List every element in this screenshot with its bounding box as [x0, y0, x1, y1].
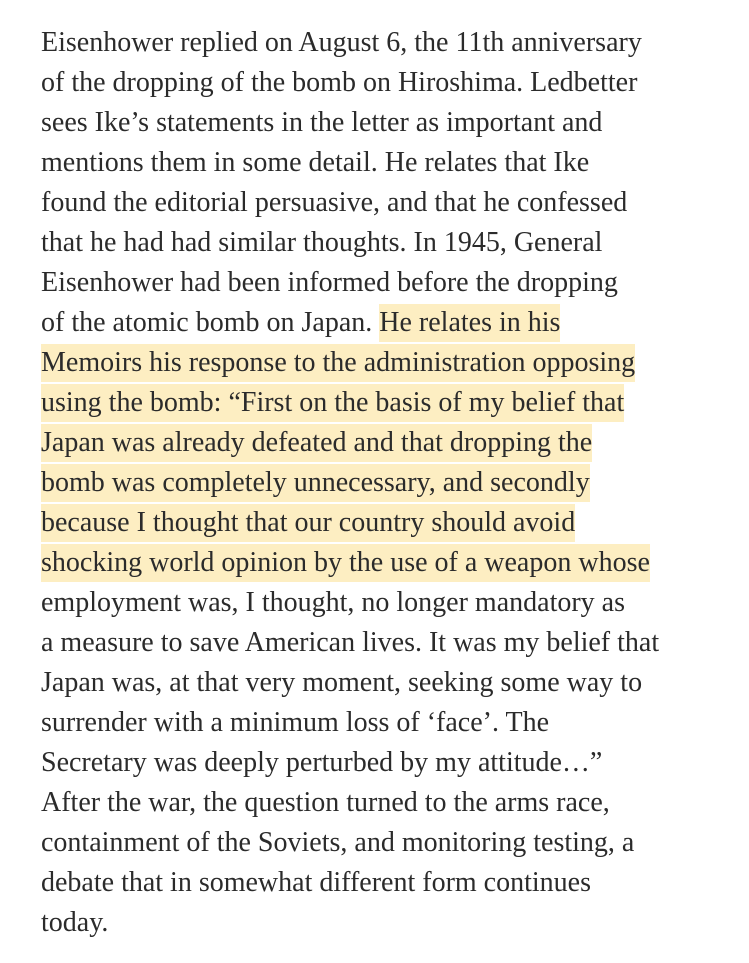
text-line-15 — [41, 583, 625, 623]
text-line-23 — [41, 903, 108, 943]
line-text: found the editorial persuasive, and that he confessed — [41, 187, 628, 218]
highlighted-text: shocking world opinion by the use of a weapon whose — [41, 544, 650, 582]
text-line-7 — [41, 263, 618, 303]
text-line-16 — [41, 623, 659, 663]
text-line-3 — [41, 103, 602, 143]
highlighted-text: He relates in his — [379, 304, 560, 342]
line-text: Secretary was deeply perturbed by my attitude…” — [41, 747, 603, 778]
line-text: sees Ike’s statements in the letter as important and — [41, 107, 603, 138]
line-text: Eisenhower had been informed before the dropping — [41, 267, 618, 298]
line-text: of the atomic bomb on Japan. — [41, 307, 380, 338]
highlighted-text: bomb was completely unnecessary, and secondly — [41, 464, 590, 502]
line-text: debate that in somewhat different form continues — [41, 867, 591, 898]
line-text: employment was, I thought, no longer mandatory as — [41, 587, 625, 618]
text-line-8 — [41, 303, 560, 343]
text-line-11 — [41, 423, 592, 463]
line-text: today. — [41, 907, 109, 938]
highlighted-text: Memoirs his response to the administration opposing — [41, 344, 635, 382]
highlighted-text: using the bomb: “First on the basis of my belief that — [41, 384, 624, 422]
line-text: Eisenhower replied on August 6, the 11th anniversary — [41, 27, 642, 58]
text-line-5 — [41, 183, 627, 223]
text-line-9 — [41, 343, 635, 383]
line-text: Japan was, at that very moment, seeking some way to — [41, 667, 643, 698]
text-line-4 — [41, 143, 589, 183]
text-line-18 — [41, 703, 549, 743]
highlighted-text: because I thought that our country should avoid — [41, 504, 575, 542]
line-text: of the dropping of the bomb on Hiroshima. Ledbetter — [41, 67, 638, 98]
line-text: containment of the Soviets, and monitoring testing, a — [41, 827, 635, 858]
text-line-6 — [41, 223, 602, 263]
line-text: surrender with a minimum loss of ‘face’. The — [41, 707, 550, 738]
text-line-17 — [41, 663, 642, 703]
text-line-14 — [41, 543, 650, 583]
highlighted-text: Japan was already defeated and that dropping the — [41, 424, 592, 462]
text-line-1 — [41, 23, 642, 63]
line-text: a measure to save American lives. It was my belief that — [41, 627, 660, 658]
text-line-12 — [41, 463, 590, 503]
text-line-20 — [41, 783, 610, 823]
text-line-19 — [41, 743, 602, 783]
text-line-10 — [41, 383, 624, 423]
line-text: mentions them in some detail. He relates that Ike — [41, 147, 590, 178]
line-text: After the war, the question turned to the arms race, — [41, 787, 610, 818]
text-line-2 — [41, 63, 637, 103]
text-line-22 — [41, 863, 591, 903]
line-text: that he had had similar thoughts. In 1945, General — [41, 227, 603, 258]
text-line-21 — [41, 823, 634, 863]
text-line-13 — [41, 503, 575, 543]
